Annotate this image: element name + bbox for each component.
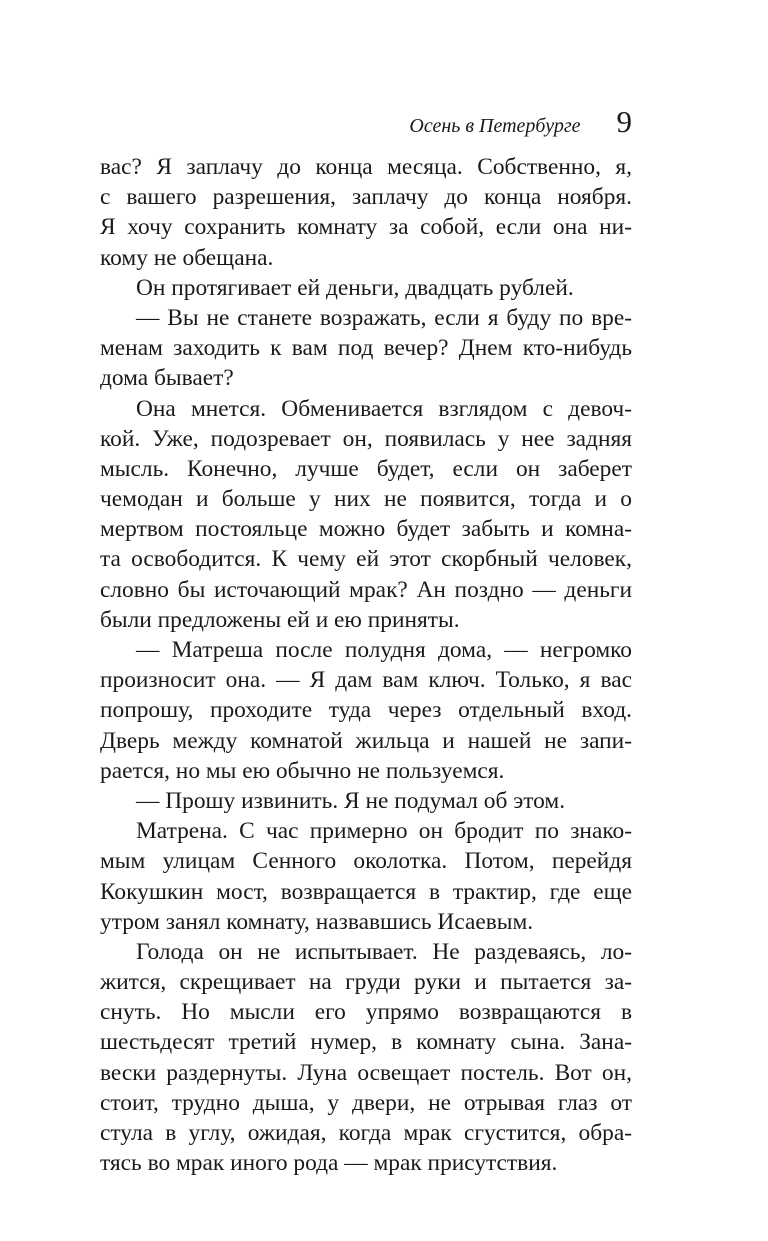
text-line: дома бывает? — [100, 365, 234, 392]
body-text — [100, 152, 632, 1178]
running-title: Осень в Петербурге — [409, 115, 581, 137]
text-line: стоит, трудно дыша, у двери, не отрывая глаз от — [100, 1089, 632, 1116]
text-line: произносит она. — Я дам вам ключ. Только, я вас — [100, 667, 632, 694]
text-line: тясь во мрак иного рода — мрак присутствия. — [100, 1150, 558, 1177]
text-line: кому не обещана. — [100, 244, 274, 271]
text-line: жится, скрещивает на груди руки и пытается за- — [100, 969, 632, 996]
running-header — [100, 104, 632, 144]
text-line: вески раздернуты. Луна освещает постель. Вот он, — [100, 1059, 632, 1086]
text-line: вас? Я заплачу до конца месяца. Собственно, я, — [100, 154, 632, 180]
text-line: — Вы не станете возражать, если я буду по вре- — [136, 304, 632, 331]
text-line: Матрена. С час примерно он бродит по знако- — [136, 818, 632, 845]
text-line: шестьдесят третий нумер, в комнату сына. Зана- — [100, 1029, 632, 1056]
text-line: Я хочу сохранить комнату за собой, если она ни- — [100, 214, 632, 241]
text-line: — Прошу извинить. Я не подумал об этом. — [136, 787, 566, 814]
text-line: мысль. Конечно, лучше будет, если он заберет — [100, 455, 632, 482]
text-line: чемодан и больше у них не появится, тогда и о — [100, 486, 632, 513]
text-line: Голода он не испытывает. Не раздеваясь, ло- — [136, 938, 632, 965]
text-line: — Матреша после полудня дома, — негромко — [136, 637, 632, 663]
text-line: рается, но мы ею обычно не пользуемся. — [100, 757, 505, 784]
text-line: были предложены ей и ею приняты. — [100, 606, 460, 633]
text-line: снуть. Но мысли его упрямо возвращаются в — [100, 999, 632, 1026]
page-number: 9 — [616, 104, 632, 139]
text-line: стула в углу, ожидая, когда мрак сгустится, обра- — [100, 1120, 632, 1146]
text-line: попрошу, проходите туда через отдельный вход. — [100, 697, 632, 724]
text-line: Он протягивает ей деньги, двадцать рублей. — [136, 274, 574, 301]
text-line: утром занял комнату, назвавшись Исаевым. — [100, 908, 534, 935]
text-line: с вашего разрешения, заплачу до конца ноября. — [100, 184, 632, 211]
text-line: кой. Уже, подозревает он, появилась у нее задняя — [100, 425, 632, 452]
text-line: мертвом постояльце можно будет забыть и комна- — [100, 516, 632, 543]
text-line: мым улицам Сенного околотка. Потом, перейдя — [100, 848, 632, 875]
text-line: менам заходить к вам под вечер? Днем кто-нибудь — [100, 335, 632, 362]
text-line: Она мнется. Обменивается взглядом с девоч- — [136, 395, 632, 422]
text-line: та освободится. К чему ей этот скорбный человек, — [100, 546, 632, 573]
text-line: Дверь между комнатой жильца и нашей не запи- — [100, 727, 632, 754]
text-line: Кокушкин мост, возвращается в трактир, где еще — [100, 878, 632, 905]
text-line: словно бы источающий мрак? Ан поздно — деньги — [100, 576, 632, 603]
